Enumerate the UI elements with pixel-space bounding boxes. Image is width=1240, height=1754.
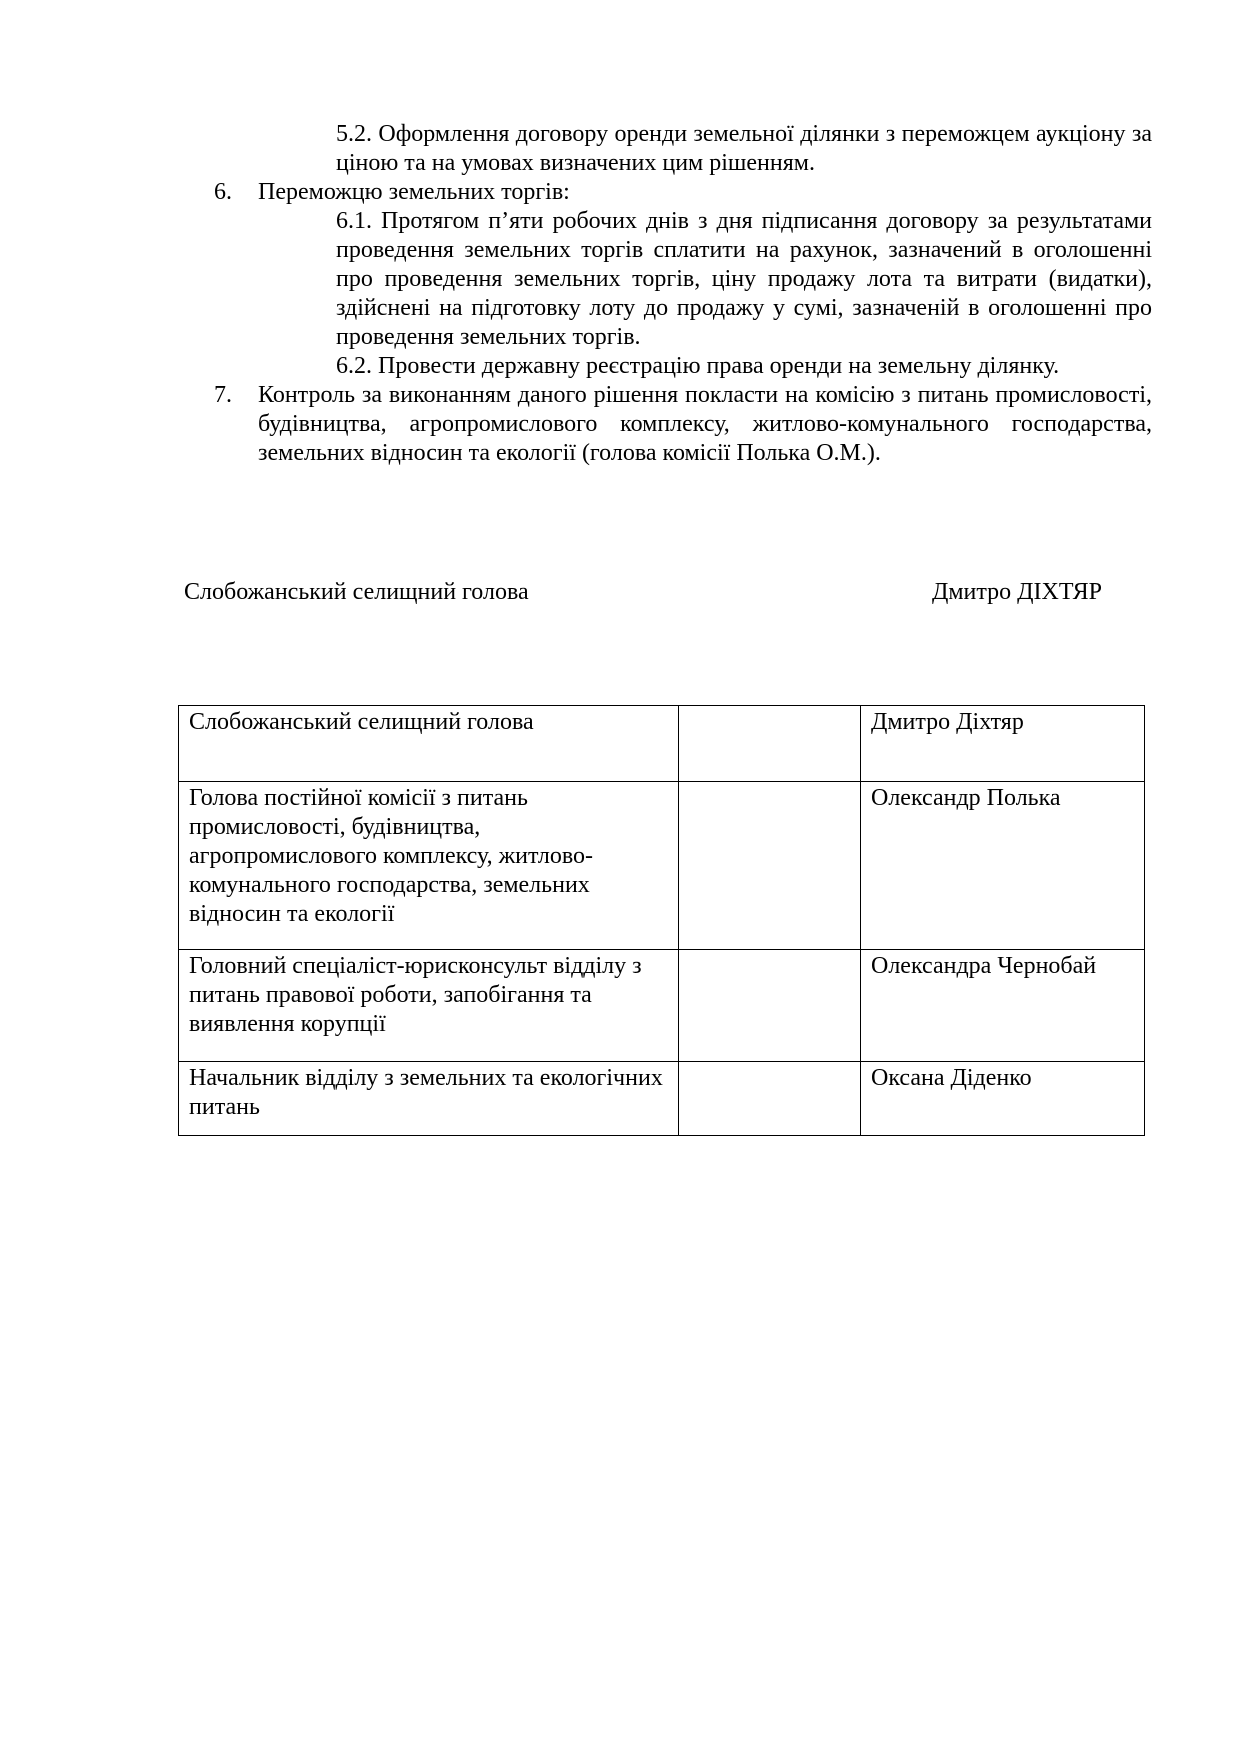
approval-position: Голова постійної комісії з питань промисловості, будівництва, агропромислового комплексу, житлово-комунального господарства, земельних відносин та екології: [179, 782, 679, 950]
approval-position: Головний спеціаліст-юрисконсульт відділу з питань правової роботи, запобігання та виявлення корупції: [179, 950, 679, 1062]
table-row: [179, 782, 1145, 950]
signature-position: Слобожанський селищний голова: [184, 579, 529, 605]
table-row: [179, 706, 1145, 782]
approval-position: Начальник відділу з земельних та екологічних питань: [179, 1062, 679, 1136]
approval-name: Оксана Діденко: [861, 1062, 1145, 1136]
approval-signature-cell: [679, 782, 861, 950]
approval-name: Дмитро Діхтяр: [861, 706, 1145, 782]
item-6-text: Переможцю земельних торгів:: [258, 179, 570, 205]
item-6-number: 6.: [214, 179, 232, 205]
approval-name: Олександра Чернобай: [861, 950, 1145, 1062]
approval-signature-cell: [679, 706, 861, 782]
paragraph-6-1: 6.1. Протягом п’яти робочих днів з дня підписання договору за результатами проведення земельних торгів сплатити на рахунок, зазначений в оголошенні про проведення земельних торгів, ціну продажу лота та витрати (видатки), здійснені на підготовку лоту до продажу у сумі, зазначеній в оголошенні про проведення земельних торгів.: [336, 208, 1152, 350]
approval-position: Слобожанський селищний голова: [179, 706, 679, 782]
item-7-text: Контроль за виконанням даного рішення покласти на комісію з питань промисловості, будівництва, агропромислового комплексу, житлово-комунального господарства, земельних відносин та екології (голова комісії Полька О.М.).: [258, 382, 1152, 466]
paragraph-6-2: 6.2. Провести державну реєстрацію права оренди на земельну ділянку.: [336, 353, 1060, 379]
approval-signature-cell: [679, 1062, 861, 1136]
paragraph-5-2: 5.2. Оформлення договору оренди земельної ділянки з переможцем аукціону за ціною та на умовах визначених цим рішенням.: [336, 121, 1152, 176]
approval-table: [178, 705, 1145, 1136]
approval-signature-cell: [679, 950, 861, 1062]
item-7-number: 7.: [214, 382, 232, 408]
table-row: [179, 1062, 1145, 1136]
table-row: [179, 950, 1145, 1062]
signature-name: Дмитро ДІХТЯР: [932, 579, 1102, 605]
approval-name: Олександр Полька: [861, 782, 1145, 950]
